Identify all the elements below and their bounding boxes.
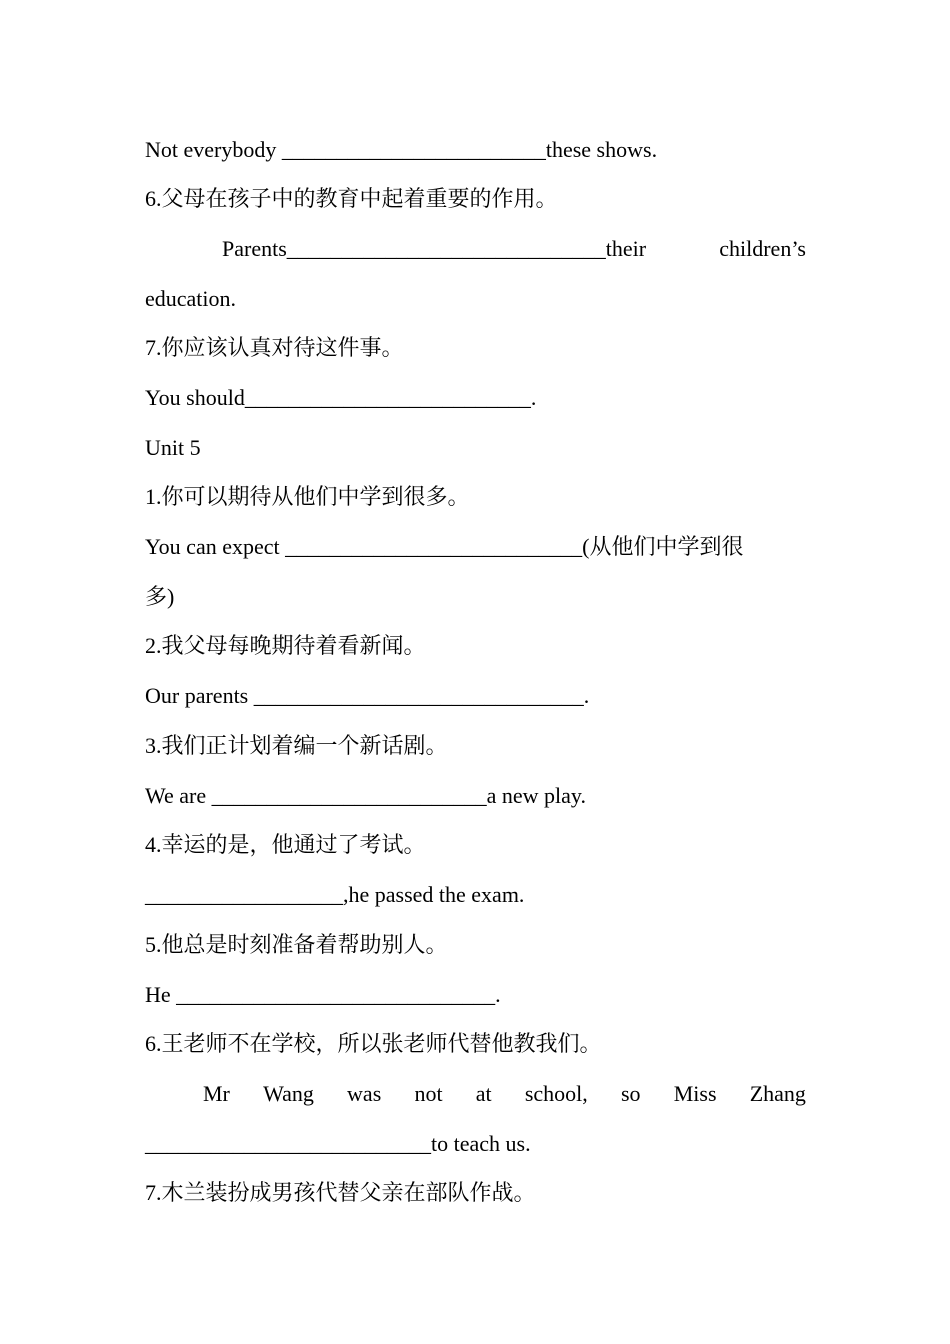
question-1-prompt: 1.你可以期待从他们中学到很多。 — [145, 484, 470, 509]
exercise-line-wang — [203, 1079, 806, 1109]
word: so — [620, 1081, 641, 1106]
word: Mr — [203, 1081, 230, 1106]
exercise-line: He _____________________________. — [145, 982, 501, 1007]
exercise-line-parents — [222, 234, 806, 264]
word: school, — [524, 1081, 588, 1106]
exercise-line-continuation: 多) — [145, 584, 175, 609]
unit-heading: Unit 5 — [145, 435, 201, 460]
parents-text: Parents_____________________________their — [222, 236, 647, 261]
exercise-line: Our parents ______________________________. — [145, 683, 590, 708]
exercise-line-continuation: education. — [145, 286, 237, 311]
word: at — [475, 1081, 492, 1106]
exercise-line-expect: You can expect ___________________________(从他们中学到很 — [145, 534, 744, 559]
question-7-prompt: 7.你应该认真对待这件事。 — [145, 335, 404, 360]
exercise-line: You should__________________________. — [145, 385, 537, 410]
word: Wang — [263, 1081, 314, 1106]
exercise-line-continuation: __________________________to teach us. — [145, 1131, 531, 1156]
exercise-line: __________________,he passed the exam. — [145, 882, 525, 907]
word: not — [414, 1081, 443, 1106]
question-3-prompt: 3.我们正计划着编一个新话剧。 — [145, 733, 448, 758]
childrens-text: children’s — [719, 236, 806, 261]
question-4-prompt: 4.幸运的是，他通过了考试。 — [145, 832, 426, 857]
word: Miss — [673, 1081, 717, 1106]
question-7-prompt: 7.木兰装扮成男孩代替父亲在部队作战。 — [145, 1180, 536, 1205]
word: Zhang — [749, 1081, 806, 1106]
exercise-line: We are _________________________a new play. — [145, 783, 586, 808]
question-5-prompt: 5.他总是时刻准备着帮助别人。 — [145, 932, 448, 957]
word: was — [347, 1081, 382, 1106]
question-6-prompt: 6.父母在孩子中的教育中起着重要的作用。 — [145, 186, 558, 211]
exercise-line: Not everybody ________________________these shows. — [145, 137, 658, 162]
question-2-prompt: 2.我父母每晚期待着看新闻。 — [145, 633, 426, 658]
question-6-prompt: 6.王老师不在学校，所以张老师代替他教我们。 — [145, 1031, 602, 1056]
